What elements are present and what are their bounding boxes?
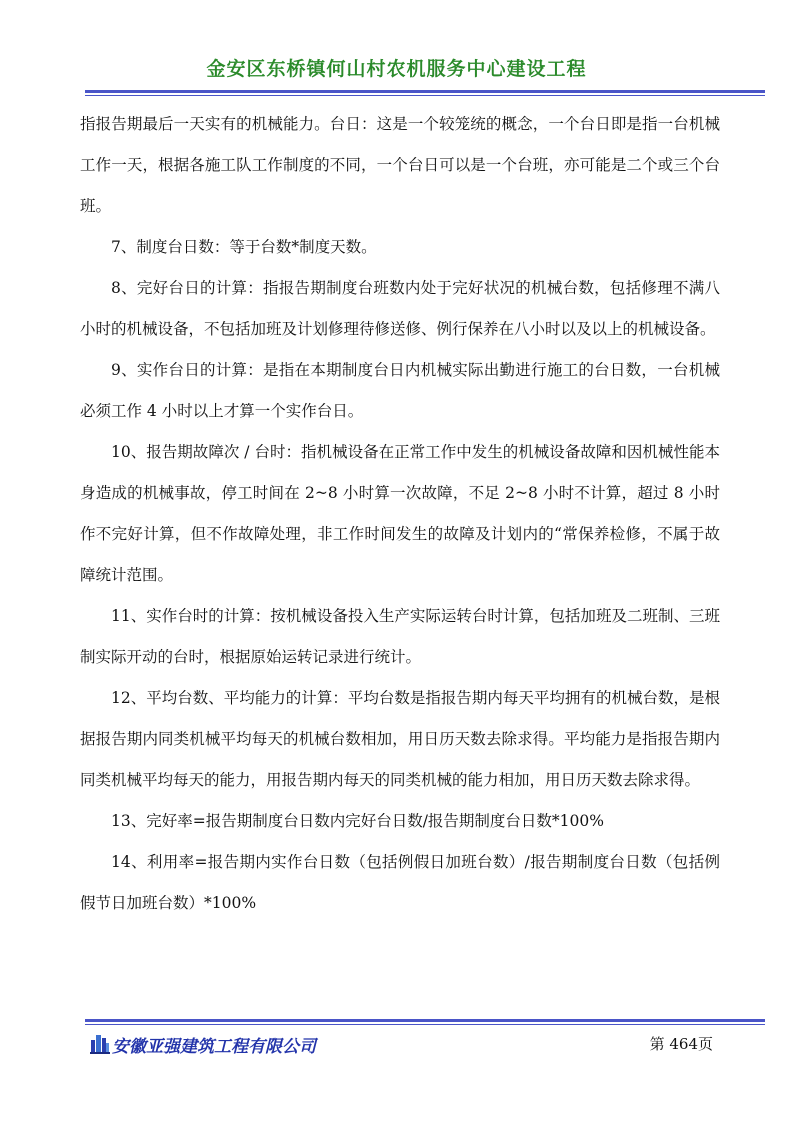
header-rule-thin	[85, 95, 765, 96]
document-body	[80, 104, 720, 924]
header-rule-thick	[85, 90, 765, 93]
building-logo-icon	[90, 1032, 110, 1054]
footer-rule-thin	[85, 1024, 765, 1025]
paragraph-continuation: 指报告期最后一天实有的机械能力。台日：这是一个较笼统的概念，一个台日即是指一台机械工作一天，根据各施工队工作制度的不同，一个台日可以是一个台班，亦可能是二个或三个台班。	[80, 115, 720, 215]
paragraph-item-7: 7、制度台日数：等于台数*制度天数。	[111, 238, 377, 256]
footer-rule-thick	[85, 1019, 765, 1022]
footer-company-name: 安徽亚强建筑工程有限公司	[112, 1037, 316, 1057]
page-header-title: 金安区东桥镇何山村农机服务中心建设工程	[206, 58, 587, 80]
paragraph-item-9: 9、实作台日的计算：是指在本期制度台日内机械实际出勤进行施工的台日数，一台机械必须工作 4 小时以上才算一个实作台日。	[80, 361, 720, 420]
paragraph-item-14: 14、利用率=报告期内实作台日数（包括例假日加班台数）/报告期制度台日数（包括例假节日加班台数）*100%	[80, 853, 720, 912]
footer-page-number: 第 464页	[649, 1035, 713, 1053]
paragraph-item-8: 8、完好台日的计算：指报告期制度台班数内处于完好状况的机械台数，包括修理不满八小时的机械设备，不包括加班及计划修理待修送修、例行保养在八小时以及以上的机械设备。	[80, 279, 720, 338]
paragraph-item-11: 11、实作台时的计算：按机械设备投入生产实际运转台时计算，包括加班及二班制、三班制实际开动的台时，根据原始运转记录进行统计。	[80, 607, 720, 666]
paragraph-item-10: 10、报告期故障次 / 台时：指机械设备在正常工作中发生的机械设备故障和因机械性能本身造成的机械事故，停工时间在 2~8 小时算一次故障，不足 2~8 小时不计算，超过 8 小时作不完好计算，但不作故障处理，非工作时间发生的故障及计划内的“常保养检修，不属于故障统计范围。	[80, 443, 720, 584]
paragraph-item-13: 13、完好率=报告期制度台日数内完好台日数/报告期制度台日数*100%	[111, 812, 604, 830]
paragraph-item-12: 12、平均台数、平均能力的计算：平均台数是指报告期内每天平均拥有的机械台数，是根据报告期内同类机械平均每天的机械台数相加，用日历天数去除求得。平均能力是指报告期内同类机械平均每天的能力，用报告期内每天的同类机械的能力相加，用日历天数去除求得。	[80, 689, 720, 789]
